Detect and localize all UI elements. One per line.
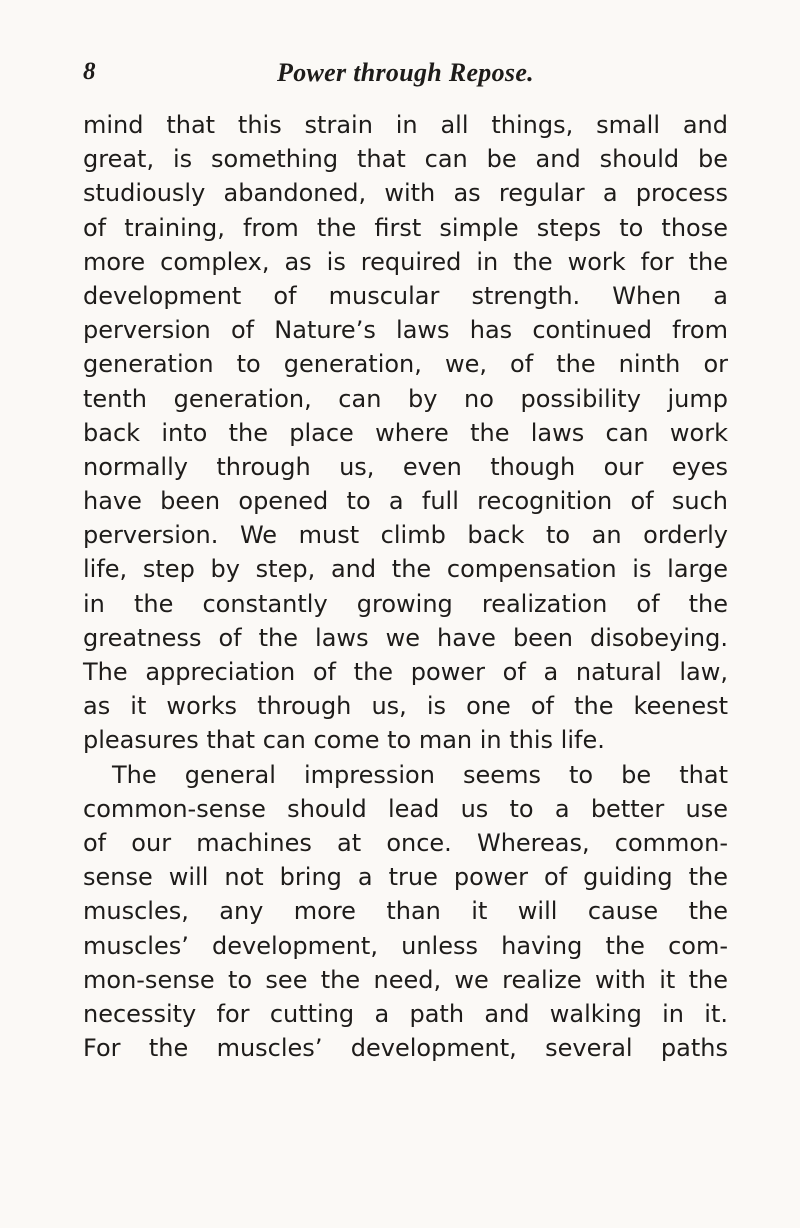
text-line: have been opened to a full recognition of such	[83, 487, 728, 516]
text-line: necessity for cutting a path and walking in it.	[83, 999, 728, 1028]
text-line: generation to generation, we, of the ninth or	[83, 350, 728, 379]
running-title: Power through Repose.	[277, 58, 534, 87]
text-line: perversion of Nature’s laws has continued from	[83, 316, 728, 345]
text-line: muscles’ development, unless having the com-	[83, 931, 728, 960]
text-line: mind that this strain in all things, small and	[83, 111, 728, 139]
text-line: muscles, any more than it will cause the	[83, 897, 728, 926]
text-line: studiously abandoned, with as regular a process	[83, 179, 728, 208]
text-line: as it works through us, is one of the keenest	[83, 692, 728, 721]
text-line: great, is something that can be and should be	[83, 145, 728, 174]
text-line: in the constantly growing realization of the	[83, 589, 728, 618]
text-line: perversion. We must climb back to an orderly	[83, 521, 728, 550]
text-line: tenth generation, can by no possibility jump	[83, 384, 728, 413]
text-line: development of muscular strength. When a	[83, 281, 728, 310]
text-line: The appreciation of the power of a natural law,	[83, 658, 728, 686]
text-line: For the muscles’ development, several paths	[83, 1034, 728, 1063]
running-head	[83, 58, 728, 92]
text-line: normally through us, even though our eyes	[83, 452, 728, 481]
page-number: 8	[83, 58, 96, 85]
paragraph-end-line: pleasures that can come to man in this life.	[83, 726, 605, 755]
text-line: mon-sense to see the need, we realize with it the	[83, 965, 728, 994]
text-line: common-sense should lead us to a better use	[83, 794, 728, 823]
text-line: of our machines at once. Whereas, common-	[83, 828, 728, 857]
paragraph-first-line: The general impression seems to be that	[112, 760, 728, 789]
text-line: greatness of the laws we have been disobeying.	[83, 623, 728, 652]
body-text	[83, 108, 728, 1065]
text-line: sense will not bring a true power of guiding the	[83, 863, 728, 892]
text-line: life, step by step, and the compensation is large	[83, 555, 728, 584]
text-line: back into the place where the laws can work	[83, 418, 728, 447]
text-line: more complex, as is required in the work for the	[83, 247, 728, 276]
text-line: of training, from the first simple steps to those	[83, 213, 728, 242]
